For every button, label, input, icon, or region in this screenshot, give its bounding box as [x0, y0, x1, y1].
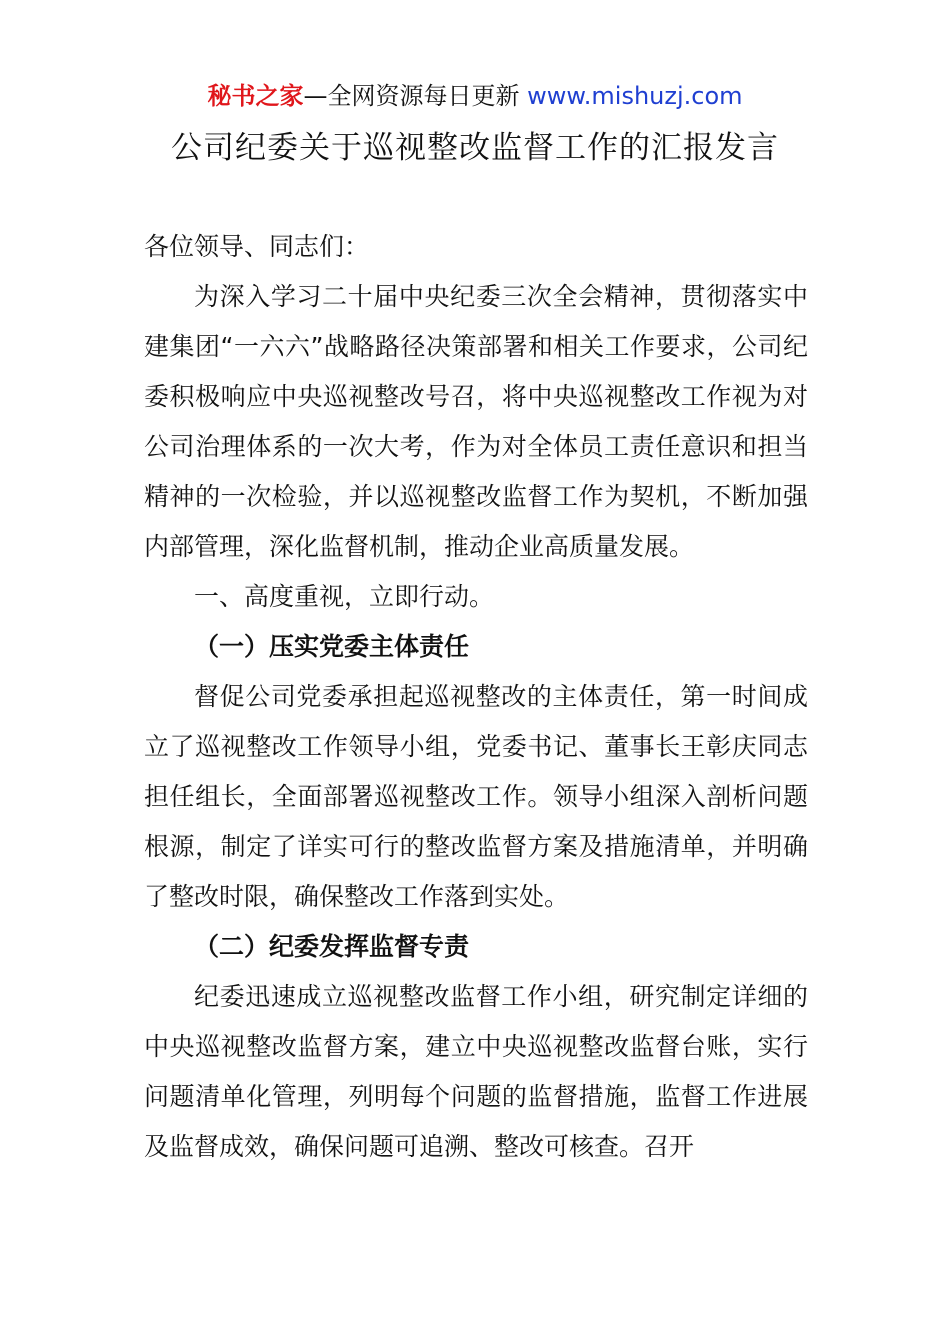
header-tagline: —全网资源每日更新 — [303, 82, 528, 110]
subheading-1: （一）压实党委主体责任 — [194, 632, 470, 661]
greeting: 各位领导、同志们： — [144, 232, 370, 261]
document-title: 公司纪委关于巡视整改监督工作的汇报发言 — [171, 130, 779, 166]
brand-name: 秘书之家 — [207, 82, 304, 110]
paragraph-party-committee: 督促公司党委承担起巡视整改的主体责任，第一时间成立了巡视整改工作领导小组，党委书记、董事长王彰庆同志担任组长，全面部署巡视整改工作。领导小组深入剖析问题根源，制定了详实可行的整改监督方案及措施清单，并明确了整改时限，确保整改工作落到实处。 — [144, 682, 808, 911]
paragraph-discipline-committee: 纪委迅速成立巡视整改监督工作小组，研究制定详细的中央巡视整改监督方案，建立中央巡视整改监督台账，实行问题清单化管理，列明每个问题的监督措施，监督工作进展及监督成效，确保问题可追溯、整改可核查。召开 — [144, 982, 808, 1161]
site-url: www.mishuzj.com — [527, 82, 743, 110]
section-heading-1: 一、高度重视，立即行动。 — [194, 582, 495, 611]
paragraph-intro: 为深入学习二十届中央纪委三次全会精神，贯彻落实中建集团“一六六”战略路径决策部署和相关工作要求，公司纪委积极响应中央巡视整改号召，将中央巡视整改工作视为对公司治理体系的一次大考，作为对全体员工责任意识和担当精神的一次检验，并以巡视整改监督工作为契机，不断加强内部管理，深化监督机制，推动企业高质量发展。 — [144, 282, 808, 561]
subheading-2: （二）纪委发挥监督专责 — [194, 932, 470, 961]
document-body — [144, 222, 808, 1172]
site-header — [0, 80, 950, 112]
